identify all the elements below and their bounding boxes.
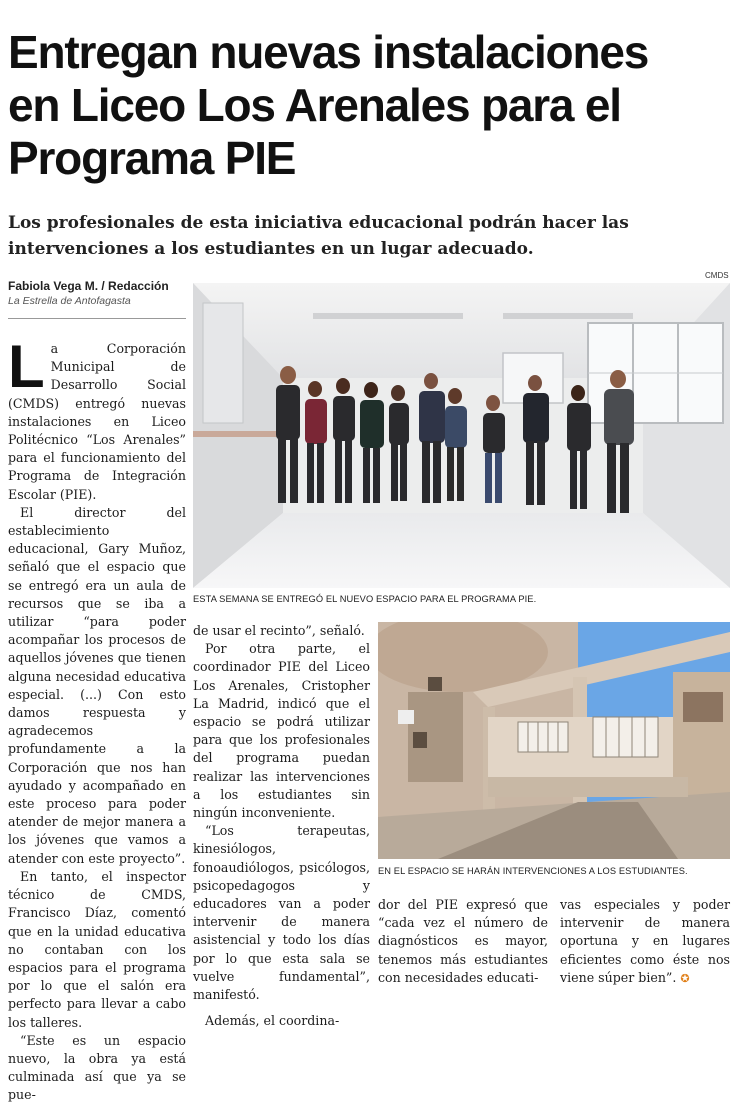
paragraph: “Este es un espacio nuevo, la obra ya está culminada así que ya se pue- — [8, 1032, 186, 1103]
paragraph: El director del establecimiento educacional, Gary Muñoz, señaló que el espacio que se entregó era un aula de recursos que se iba a utilizar “para poder acompañar los procesos de aquellos jóvenes que tienen alguna necesidad educativa especial. (...) Con esto damos respuesta y agradecemos profundamente a la Corporación que nos han ayudado y acompañado en este proceso para poder atender de mejor manera a los jóvenes que vamos a atender con este proyecto”. — [8, 504, 186, 866]
paragraph: Además, el coordina- — [205, 1013, 340, 1029]
paragraph: En tanto, el inspector técnico de CMDS, Francisco Díaz, comentó que en la unidad educativa no contaban con los espacios para el programa por lo que el salón era perfecto para llevar a cabo los talleres. — [8, 868, 186, 1030]
dropcap: L — [8, 333, 45, 400]
group-photo — [193, 283, 730, 588]
article-column-2 — [193, 622, 370, 1030]
photo-caption-bottom: EN EL ESPACIO SE HARÁN INTERVENCIONES A LOS ESTUDIANTES. — [378, 866, 688, 876]
headline-line-2: en Liceo Los Arenales para el — [8, 79, 621, 131]
subheadline: Los profesionales de esta iniciativa educacional podrán hacer las intervenciones a los estudiantes en un lugar adecuado. — [8, 213, 629, 259]
paragraph: a Corporación Municipal de Desarrollo Social (CMDS) entregó nuevas instalaciones en Liceo Politécnico “Los Arenales” para el funcionamiento del Programa de Integración Escolar (PIE). — [8, 341, 186, 502]
paragraph: Por otra parte, el coordinador PIE del Liceo Los Arenales, Cristopher La Madrid, indicó que el espacio se podrá utilizar para que los profesionales del programa puedan realizar las intervenciones a los estudiantes sin ningún inconveniente. — [193, 641, 370, 821]
headline-line-3: Programa PIE — [8, 132, 296, 184]
end-mark-icon: ✪ — [680, 971, 690, 985]
headline — [8, 26, 733, 185]
building-photo — [378, 622, 730, 859]
photo-caption-top: ESTA SEMANA SE ENTREGÓ EL NUEVO ESPACIO PARA EL PROGRAMA PIE. — [193, 594, 537, 604]
byline-publication: La Estrella de Antofagasta — [8, 295, 131, 307]
article-column-3 — [378, 896, 548, 987]
article-column-1 — [8, 333, 186, 1105]
paragraph: dor del PIE expresó que “cada vez el número de diagnósticos es mayor, tenemos más estudiantes con necesidades educati- — [378, 897, 548, 985]
byline-author: Fabiola Vega M. / Redacción — [8, 279, 169, 293]
headline-line-1: Entregan nuevas instalaciones — [8, 26, 649, 78]
paragraph: vas especiales y poder intervenir de manera oportuna y en lugares eficientes como éste nos viene súper bien”. — [560, 897, 730, 985]
photo-credit: CMDS — [705, 271, 729, 280]
article-column-4 — [560, 896, 730, 988]
paragraph: “Los terapeutas, kinesiólogos, fonoaudiólogos, psicólogos, psicopedagogos y educadores van a poder intervenir de manera asistencial y todo los días por lo que esta sala se vuelve fundamental”, manifestó. — [193, 823, 370, 1003]
paragraph: de usar el recinto”, señaló. — [193, 623, 365, 638]
byline-divider — [8, 318, 186, 319]
